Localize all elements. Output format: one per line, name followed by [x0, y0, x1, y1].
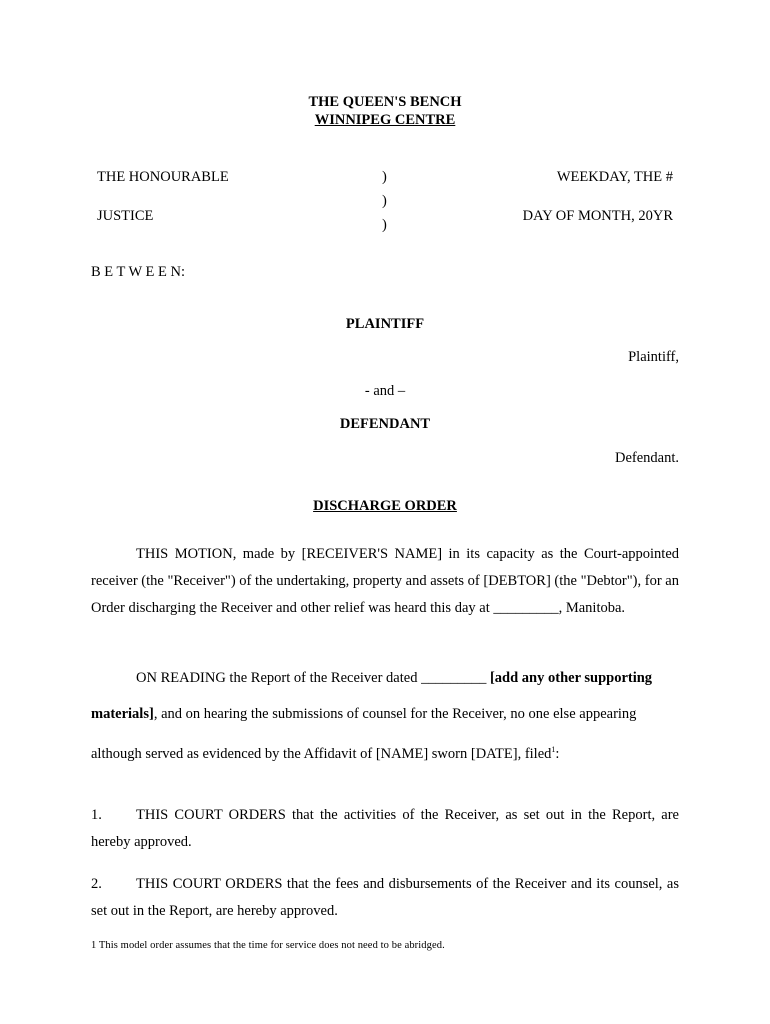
reading-text-1: ON READING the Report of the Receiver dated _________ [136, 670, 490, 686]
footnote: 1 This model order assumes that the time for service does not need to be abridged. [91, 940, 445, 951]
court-name: THE QUEEN'S BENCH [308, 94, 462, 110]
order-number: 1. [91, 807, 102, 823]
reading-text-2: , and on hearing the submissions of counsel for the Receiver, no one else appearing although served as evidenced by the Affidavit of [NAME] sworn [DATE], filed [91, 706, 637, 762]
order-item-2 [91, 871, 679, 925]
defendant-name: DEFENDANT [339, 416, 431, 432]
caption-paren-3: ) [382, 217, 387, 233]
hearing-date: DAY OF MONTH, 20YR [522, 208, 673, 224]
judge-label: JUSTICE [97, 208, 154, 224]
defendant-role: Defendant. [614, 450, 679, 466]
motion-text: made by [RECEIVER'S NAME] in its capacity as the Court-appointed receiver (the "Receiver") of the undertaking, property and assets of [DEBTOR] (the "Debtor"), for an Order discharging the Receiver and other relief was heard this day at _________, Manitoba. [91, 546, 680, 616]
caption-paren-2: ) [382, 193, 387, 209]
reading-paragraph [91, 660, 679, 772]
court-centre: WINNIPEG CENTRE [314, 112, 456, 128]
reading-text-3: : [555, 745, 560, 762]
plaintiff-name: PLAINTIFF [345, 316, 425, 332]
motion-lead: THIS MOTION, [136, 546, 237, 562]
order-text: THIS COURT ORDERS that the fees and disbursements of the Receiver and its counsel, as set out in the Report, are hereby approved. [91, 876, 679, 919]
and-separator: - and – [364, 383, 406, 399]
order-item-1 [91, 802, 679, 856]
order-text: THIS COURT ORDERS that the activities of the Receiver, as set out in the Report, are hereby approved. [91, 807, 679, 850]
caption-paren-1: ) [382, 169, 387, 185]
footnote-ref: 1 [551, 745, 556, 754]
hearing-weekday: WEEKDAY, THE # [556, 169, 673, 185]
motion-paragraph [91, 541, 679, 622]
judge-title: THE HONOURABLE [97, 169, 229, 185]
plaintiff-role: Plaintiff, [628, 349, 679, 365]
reading-materials: [add any other supporting materials] [91, 670, 653, 722]
between-label: B E T W E E N: [91, 264, 185, 280]
order-number: 2. [91, 876, 102, 892]
order-title: DISCHARGE ORDER [313, 498, 457, 514]
